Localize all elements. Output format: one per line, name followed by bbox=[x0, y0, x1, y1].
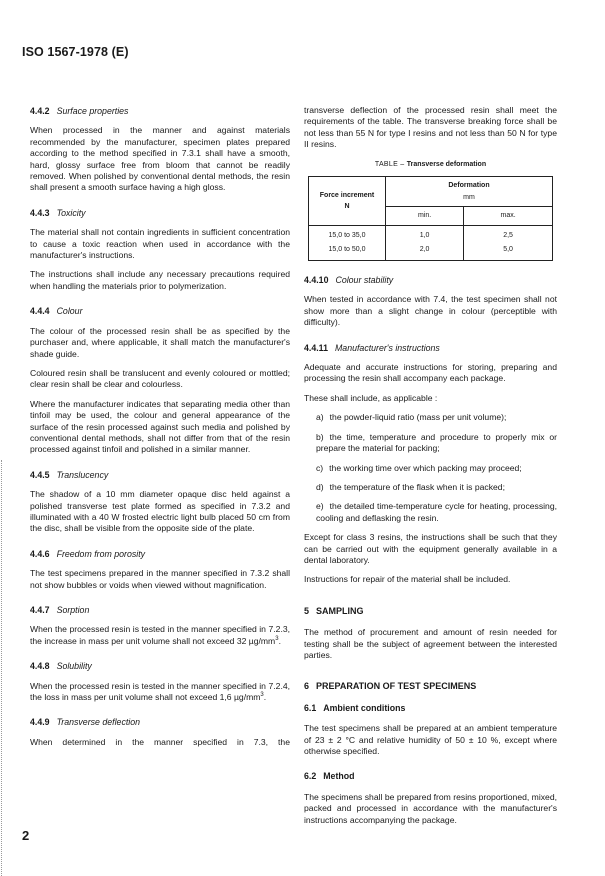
list-item bbox=[304, 432, 557, 455]
paragraph-text: When the processed resin is tested in the manner specified in 7.2.3, the increase in mass per unit volume shall not exceed 32 µg/mm bbox=[30, 624, 290, 646]
paragraph: The shadow of a 10 mm diameter opaque disc held against a polished transverse test plate formed as specified in 7.3.2 and illuminated with a 40 W frosted electric light bulb placed 50 cm from the disc, shall be visible from the opposite side of the plate. bbox=[30, 489, 290, 534]
section-title: Colour stability bbox=[335, 275, 394, 286]
paragraph: These shall include, as applicable : bbox=[304, 392, 438, 403]
section-heading bbox=[30, 208, 290, 219]
paragraph: When tested in accordance with 7.4, the test specimen shall not show more than a slight change in colour (perceptible with difficulty). bbox=[304, 294, 557, 328]
min-header: min. bbox=[386, 207, 464, 226]
superscript: 3 bbox=[275, 635, 279, 642]
header-label: Deformation bbox=[448, 182, 490, 190]
section-heading bbox=[304, 606, 557, 617]
paragraph-text: When the processed resin is tested in the manner specified in 7.2.4, the loss in mass per unit volume shall not exceed 1,6 µg/mm bbox=[30, 680, 290, 703]
list-item bbox=[304, 463, 557, 474]
section-4-4-11 bbox=[304, 343, 557, 586]
scan-edge-divider bbox=[1, 460, 2, 876]
header-label: Force increment bbox=[319, 191, 375, 199]
max-header: max. bbox=[464, 207, 553, 226]
section-4-4-7 bbox=[30, 605, 290, 647]
paragraph: When processed in the manner and against materials recommended by the manufacturer, specimen plates prepared according to the method specified in 7.3.1 shall have a smooth, hard, glossy surface free from bloom that cannot be readily removed. When polished by conventional dental methods, the resin shall present a smooth surface having a high gloss. bbox=[30, 125, 290, 193]
paragraph: The method of procurement and amount of resin needed for testing shall be the subject of agreement between the interested parties. bbox=[304, 627, 557, 660]
cell-value: 15,0 to 35,0 bbox=[328, 232, 366, 240]
section-number: 4.4.3 bbox=[30, 207, 50, 218]
list-text: the detailed time-temperature cycle for heating, processing, cooling and deflasking the resin. bbox=[316, 501, 557, 523]
transverse-deformation-table bbox=[308, 176, 553, 261]
list-label: d) bbox=[316, 481, 324, 492]
force-increment-header bbox=[309, 177, 386, 226]
section-6-2 bbox=[304, 771, 557, 826]
section-4-4-2 bbox=[30, 106, 290, 194]
cell-value: 15,0 to 50,0 bbox=[328, 246, 366, 254]
section-4-4-10 bbox=[304, 275, 557, 329]
document-id-header: ISO 1567-1978 (E) bbox=[22, 45, 129, 59]
table-caption bbox=[304, 159, 557, 170]
section-heading bbox=[304, 681, 557, 692]
section-heading bbox=[30, 717, 290, 728]
paragraph: Adequate and accurate instructions for storing, preparing and processing the resin shall accompany each package. bbox=[304, 362, 557, 384]
section-number: 4.4.5 bbox=[30, 469, 50, 480]
min-cell bbox=[386, 226, 464, 261]
section-4-4-3 bbox=[30, 208, 290, 292]
section-title: Method bbox=[323, 771, 355, 782]
section-number: 4.4.8 bbox=[30, 661, 50, 672]
section-6-1 bbox=[304, 703, 557, 758]
section-heading bbox=[30, 306, 290, 317]
paragraph: Instructions for repair of the material shall be included. bbox=[304, 574, 511, 585]
section-heading bbox=[304, 275, 557, 286]
section-heading bbox=[30, 661, 290, 672]
table-header-row bbox=[309, 177, 553, 207]
section-number: 4.4.4 bbox=[30, 306, 50, 317]
paragraph: The instructions shall include any necessary precautions required when handling the materials prior to polymerization. bbox=[30, 269, 290, 291]
cell-value: 2,0 bbox=[419, 246, 430, 254]
section-number: 4.4.2 bbox=[30, 106, 50, 116]
section-number: 4.4.11 bbox=[304, 342, 328, 353]
section-title: SAMPLING bbox=[316, 605, 364, 616]
section-title: Solubility bbox=[56, 661, 92, 672]
section-4-4-4 bbox=[30, 306, 290, 455]
right-column bbox=[304, 105, 557, 840]
section-number: 4.4.7 bbox=[30, 605, 50, 615]
list-text: the powder-liquid ratio (mass per unit volume); bbox=[329, 412, 507, 423]
paragraph-text: . bbox=[263, 692, 267, 703]
paragraph: The test specimens shall be prepared at an ambient temperature of 23 ± 2 °C and relative humidity of 50 ± 10 %, except where otherwise specified. bbox=[304, 723, 557, 756]
section-title: Sorption bbox=[56, 605, 90, 615]
list-text: the working time over which packing may proceed; bbox=[329, 462, 522, 473]
list-label: a) bbox=[316, 412, 324, 423]
section-title: Ambient conditions bbox=[323, 702, 406, 713]
paragraph: transverse deflection of the processed resin shall meet the requirements of the table. The transverse breaking force shall be not less than 55 N for type I resins and not less than 50 N for type II resins. bbox=[304, 105, 557, 150]
section-heading bbox=[30, 605, 290, 616]
section-number: 6 bbox=[304, 681, 310, 692]
header-unit: mm bbox=[463, 193, 475, 201]
section-heading bbox=[30, 106, 290, 117]
deformation-header bbox=[386, 177, 553, 207]
section-heading bbox=[30, 470, 290, 481]
header-unit: N bbox=[344, 203, 350, 211]
list-label: b) bbox=[316, 431, 324, 442]
section-number: 6.1 bbox=[304, 702, 317, 713]
list-label: c) bbox=[316, 462, 324, 473]
list-item bbox=[304, 501, 557, 524]
section-4-4-5 bbox=[30, 470, 290, 535]
cell-value: 2,5 bbox=[503, 232, 513, 240]
max-cell bbox=[464, 226, 553, 261]
section-number: 6.2 bbox=[304, 771, 317, 782]
section-5 bbox=[304, 606, 557, 662]
section-title: Toxicity bbox=[56, 207, 86, 218]
section-heading bbox=[304, 771, 557, 782]
section-number: 5 bbox=[304, 605, 310, 616]
superscript: 3 bbox=[260, 692, 264, 699]
paragraph: The specimens shall be prepared from resins proportioned, mixed, packed and processed in accordance with the manufacturer's instructions accompanying the package. bbox=[304, 791, 557, 825]
section-title: Surface properties bbox=[56, 106, 129, 116]
list-text: the temperature of the flask when it is packed; bbox=[329, 481, 505, 492]
list-label: e) bbox=[316, 501, 324, 512]
section-4-4-8 bbox=[30, 661, 290, 703]
left-column bbox=[30, 106, 290, 762]
paragraph: The test specimens prepared in the manner specified in 7.3.2 shall not show bubbles or voids when viewed without magnification. bbox=[30, 568, 290, 590]
section-4-4-6 bbox=[30, 549, 290, 591]
paragraph: The material shall not contain ingredients in sufficient concentration to cause a toxic reaction when used in accordance with the manufacturer's instructions. bbox=[30, 227, 290, 261]
list-item bbox=[304, 412, 557, 423]
section-number: 4.4.10 bbox=[304, 275, 329, 286]
paragraph bbox=[30, 681, 290, 704]
paragraph: Except for class 3 resins, the instructions shall be such that they can be carried out with the equipment generally available in a dental laboratory. bbox=[304, 532, 557, 565]
paragraph: Where the manufacturer indicates that separating media other than tinfoil may be used, the colour and general appearance of the surface of the resin processed against such media and polished by conventional dental methods, shall not differ from that of the resin processed against tinfoil and polished in a similar manner. bbox=[30, 398, 290, 455]
paragraph bbox=[30, 624, 290, 647]
list-text: the time, temperature and procedure to properly mix or prepare the material for packing; bbox=[316, 431, 557, 454]
cell-value: 5,0 bbox=[503, 246, 513, 254]
caption-title: Transverse deformation bbox=[406, 160, 487, 168]
section-title: Freedom from porosity bbox=[56, 548, 146, 559]
caption-prefix: TABLE – bbox=[374, 160, 407, 168]
cell-value: 1,0 bbox=[419, 232, 430, 240]
section-4-4-9 bbox=[30, 717, 290, 748]
section-title: Transverse deflection bbox=[56, 717, 141, 728]
section-title: Colour bbox=[56, 306, 83, 317]
section-heading bbox=[30, 549, 290, 560]
section-number: 4.4.6 bbox=[30, 548, 50, 559]
section-heading bbox=[304, 343, 557, 354]
paragraph: Coloured resin shall be translucent and evenly coloured or mottled; clear resin shall be clear and colourless. bbox=[30, 367, 290, 390]
paragraph: The colour of the processed resin shall be as specified by the purchaser and, where applicable, it shall match the manufacturer's shade guide. bbox=[30, 325, 290, 359]
list-item bbox=[304, 482, 557, 493]
page-number: 2 bbox=[22, 828, 30, 843]
section-number: 4.4.9 bbox=[30, 717, 50, 728]
section-title: Translucency bbox=[56, 469, 109, 480]
force-cell bbox=[309, 226, 386, 261]
section-title: PREPARATION OF TEST SPECIMENS bbox=[316, 681, 477, 692]
section-title: Manufacturer's instructions bbox=[334, 342, 440, 353]
paragraph-text: . bbox=[278, 635, 281, 646]
section-heading bbox=[304, 703, 557, 714]
section-6 bbox=[304, 681, 557, 692]
paragraph: When determined in the manner specified in 7.3, the bbox=[30, 736, 290, 747]
table-row bbox=[309, 226, 553, 261]
